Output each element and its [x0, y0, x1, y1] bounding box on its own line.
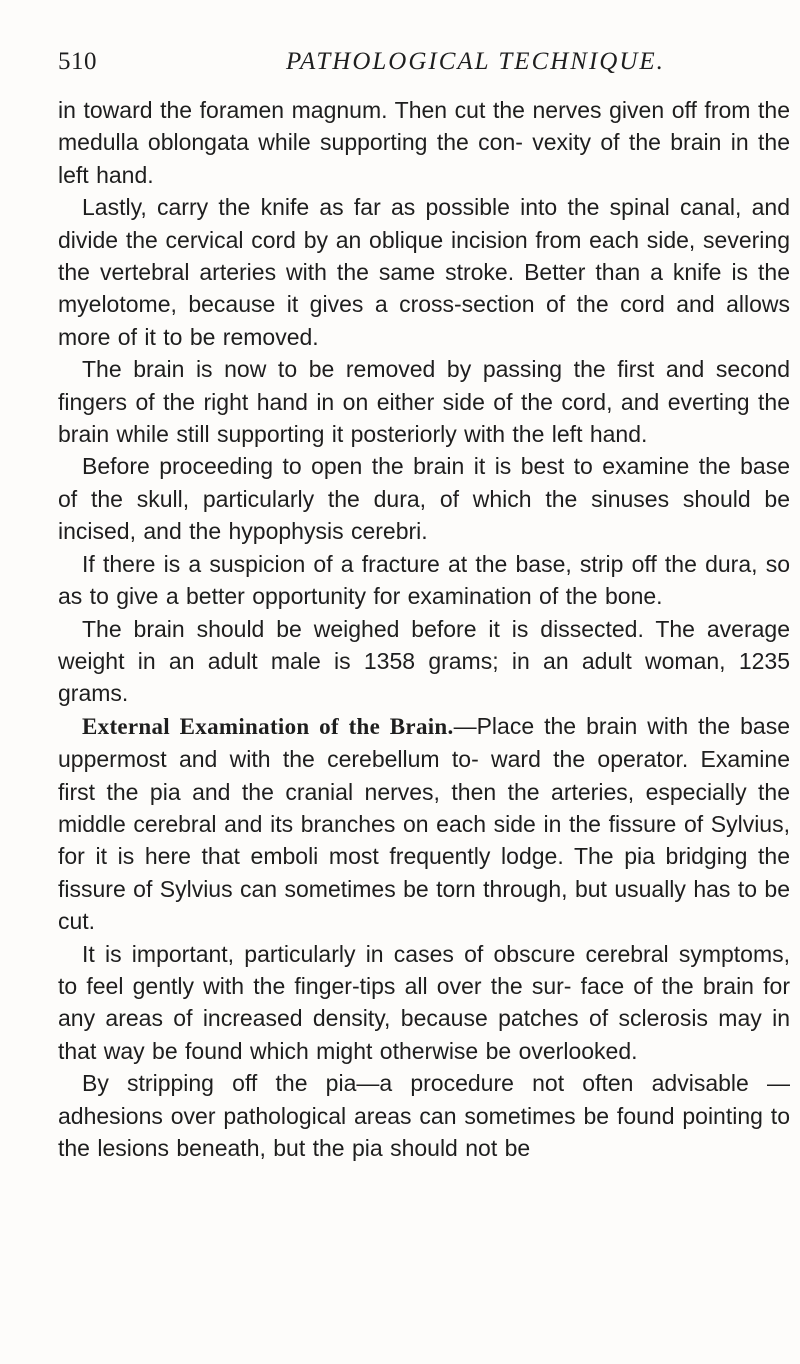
paragraph: The brain is now to be removed by passing the first and second fingers of the right hand in on either side of the cord, and everting the brain while still supporting it posteriorly with the left hand.	[58, 356, 790, 448]
paragraph-continuation: in toward the foramen magnum. Then cut the nerves given off from the medulla oblongata while supporting the con- vexity of the brain in the left hand.	[58, 97, 790, 188]
running-head	[58, 48, 748, 84]
paragraph: If there is a suspicion of a fracture at the base, strip off the dura, so as to give a better opportunity for examination of the bone.	[58, 550, 790, 610]
paragraph: Lastly, carry the knife as far as possible into the spinal canal, and divide the cervical cord by an oblique incision from each side, severing the vertebral arteries with the same stroke. Better than a knife is the myelotome, because it gives a cross-section of the cord and allows more of it to be removed.	[58, 194, 790, 350]
section-paragraph	[58, 710, 790, 938]
paragraph: By stripping off the pia—a procedure not often advisable —adhesions over pathological areas can sometimes be found pointing to the lesions beneath, but the pia should not be	[58, 1070, 790, 1161]
section-paragraph-text: —Place the brain with the base uppermost and with the cerebellum to- ward the operator. Examine first the pia and the cranial nerves, then the arteries, especially the middle cerebral and its branches on each side in the fissure of Sylvius, for it is here that emboli most frequently lodge. The pia bridging the fissure of Sylvius can sometimes be torn through, but usually has to be cut.	[58, 712, 790, 935]
paragraph: Before proceeding to open the brain it is best to examine the base of the skull, particularly the dura, of which the sinuses should be incised, and the hypophysis cerebri.	[58, 453, 790, 545]
paragraph: It is important, particularly in cases of obscure cerebral symptoms, to feel gently with the finger-tips all over the sur- face of the brain for any areas of increased density, because patches of sclerosis may in that way be found which might otherwise be overlooked.	[58, 940, 790, 1064]
body-text	[58, 94, 790, 1164]
running-title: PATHOLOGICAL TECHNIQUE.	[286, 48, 665, 75]
paragraph: The brain should be weighed before it is dissected. The average weight in an adult male is 1358 grams; in an adult woman, 1235 grams.	[58, 615, 790, 707]
page-number: 510	[58, 48, 97, 75]
section-heading: External Examination of the Brain.	[82, 713, 454, 739]
